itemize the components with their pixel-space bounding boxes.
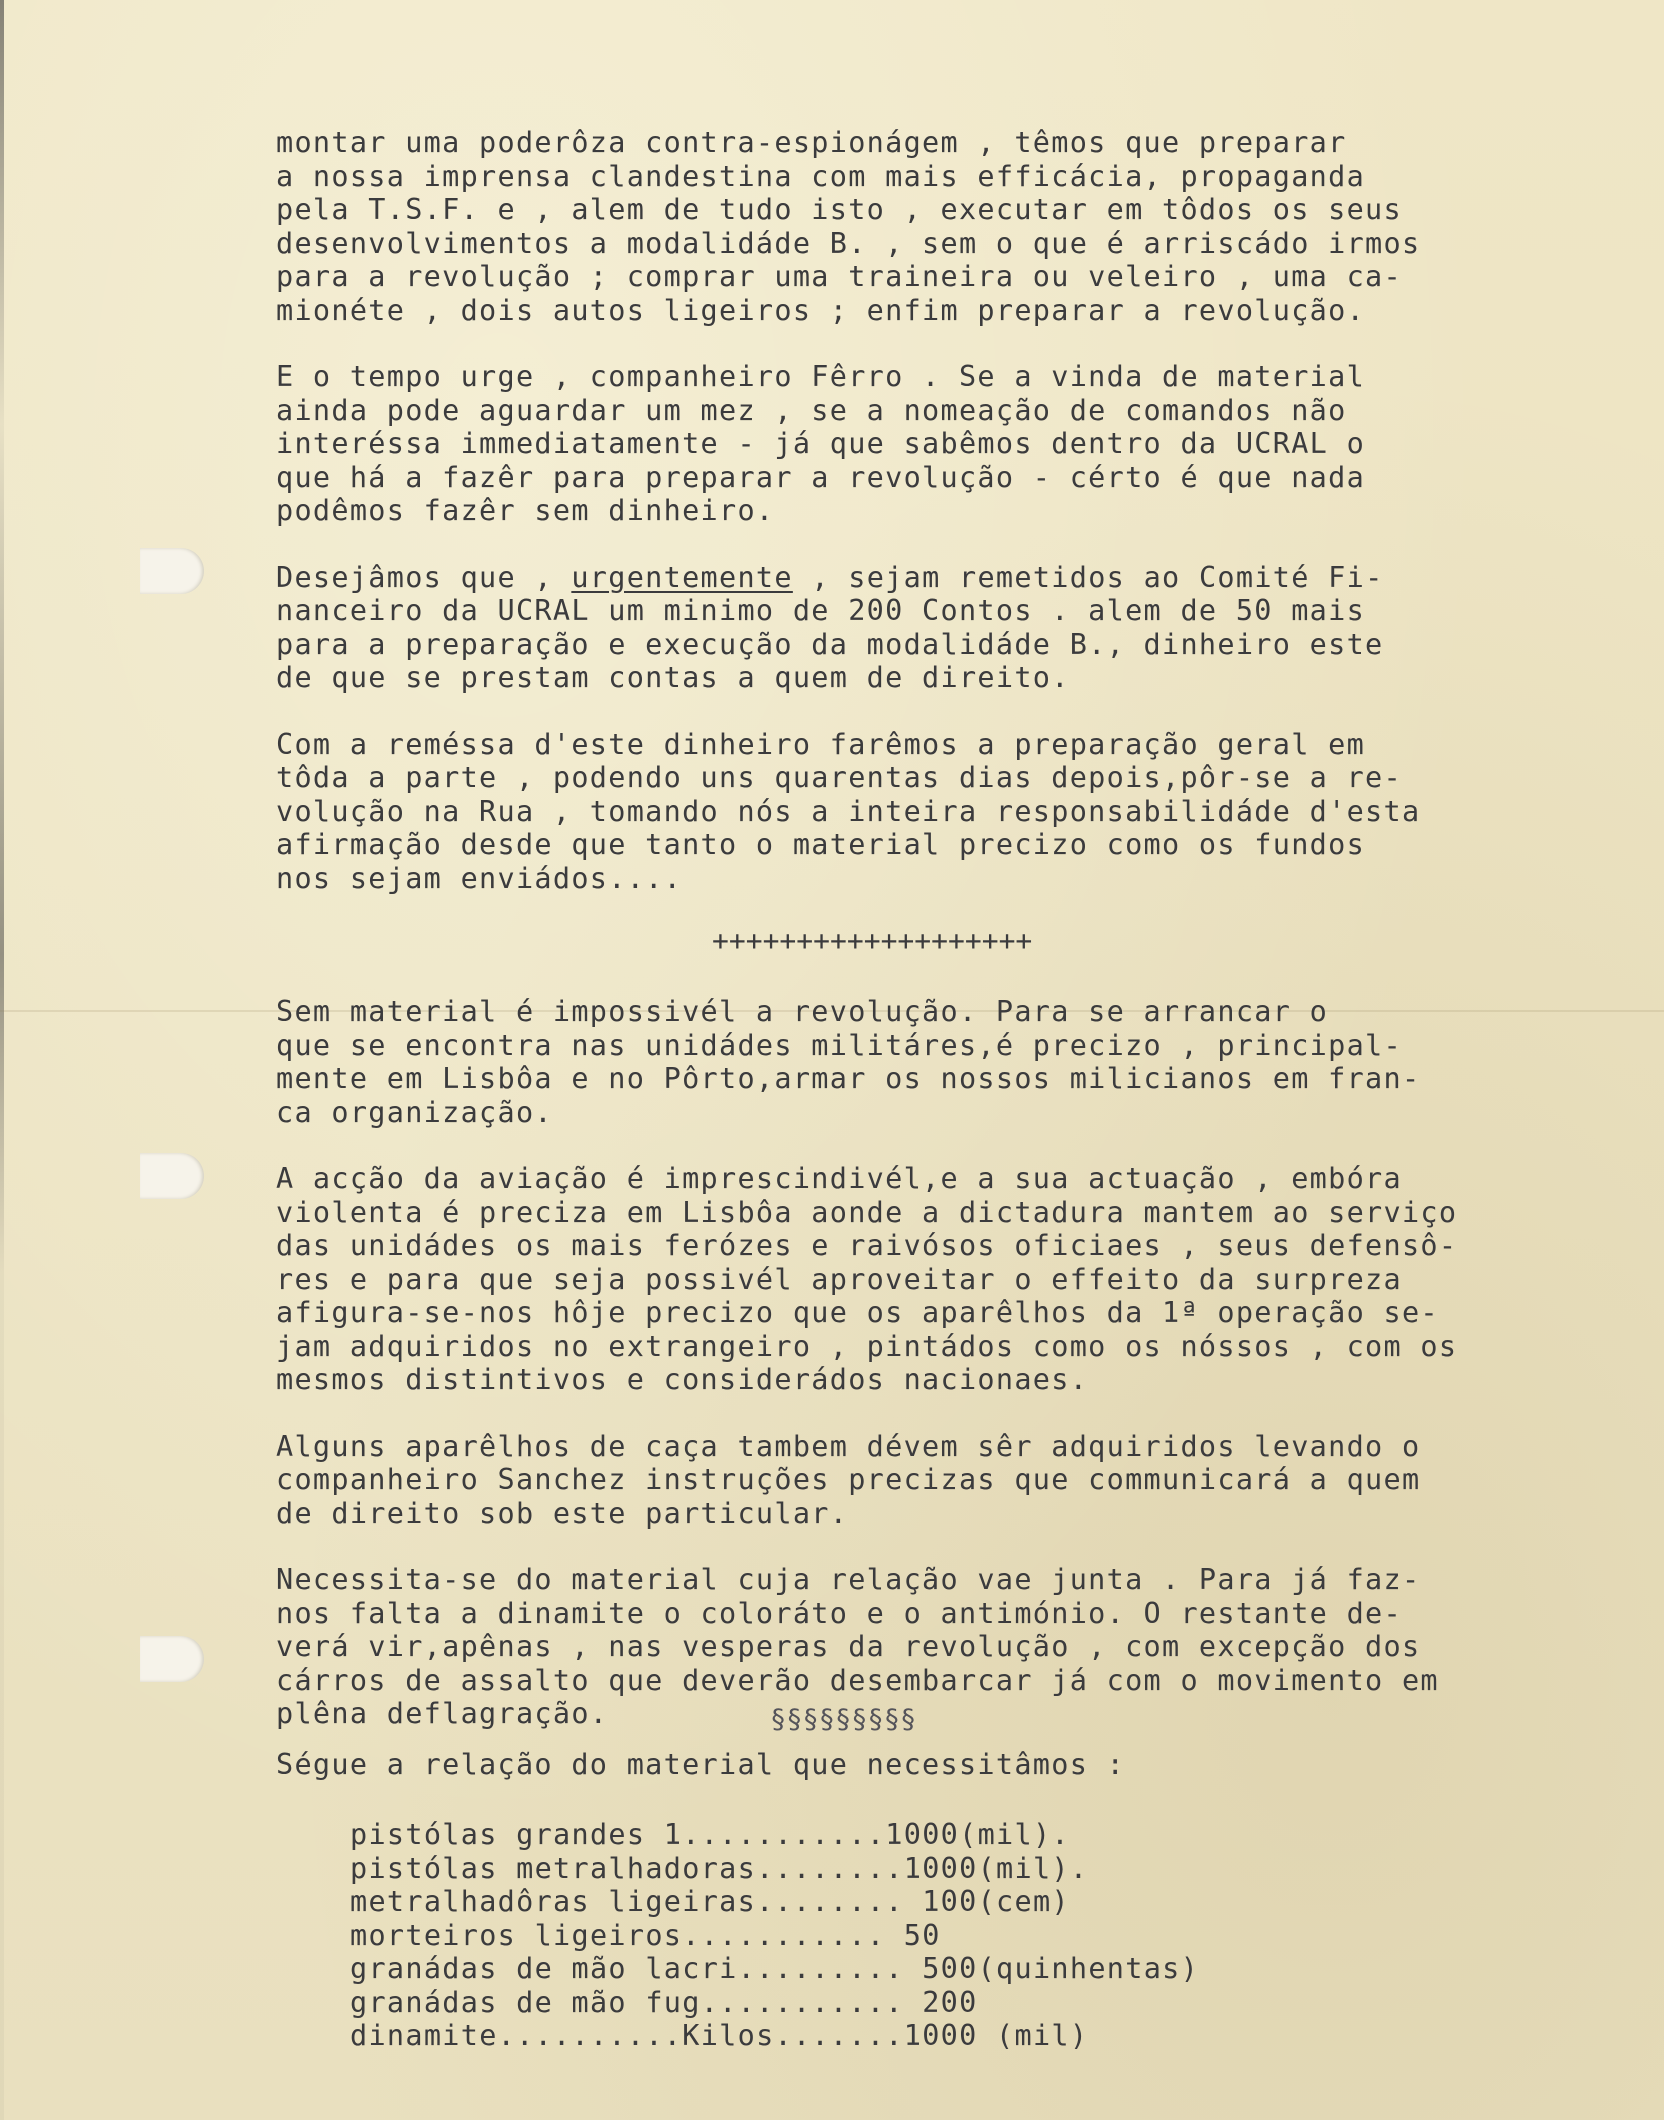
- punch-hole-top: [140, 548, 204, 594]
- paragraph-2: [276, 360, 1576, 528]
- list-item: pistólas metralhadoras........1000(mil).: [350, 1851, 1089, 1885]
- text-line: violenta é preciza em Lisbôa aonde a dictadura mantem ao serviço: [276, 1195, 1458, 1229]
- list-item: metralhadôras ligeiras........ 100(cem): [350, 1885, 1070, 1918]
- paragraph-9: [276, 1748, 1576, 1782]
- text-line: E o tempo urge , companheiro Fêrro . Se a vinda de material: [276, 360, 1366, 393]
- text-line: ca organização.: [276, 1095, 553, 1129]
- text-line: mionéte , dois autos ligeiros ; enfim preparar a revolução.: [276, 293, 1366, 327]
- paragraph-4: [276, 728, 1576, 896]
- text-line: companheiro Sanchez instruções precizas que communicará a quem: [276, 1463, 1421, 1496]
- list-item: granádas de mão lacri......... 500(quinhentas): [350, 1952, 1200, 1985]
- paragraph-5: [276, 995, 1576, 1129]
- list-item: morteiros ligeiros........... 50: [350, 1918, 941, 1952]
- text-line: nanceiro da UCRAL um minimo de 200 Contos . alem de 50 mais: [276, 594, 1366, 627]
- text-line: de que se prestam contas a quem de direito.: [276, 661, 1070, 694]
- text-line: interéssa immediatamente - já que sabêmos dentro da UCRAL o: [276, 427, 1366, 460]
- letter-body: [276, 126, 1576, 1814]
- text-line: que há a fazêr para preparar a revolução - cérto é que nada: [276, 460, 1366, 494]
- text-line: mesmos distintivos e considerádos nacionaes.: [276, 1363, 1089, 1396]
- text-line: das unidádes os mais ferózes e raivósos oficiaes , seus defensô-: [276, 1229, 1458, 1262]
- text-line: a nossa imprensa clandestina com mais efficácia, propaganda: [276, 159, 1366, 193]
- list-item: pistólas grandes 1...........1000(mil).: [350, 1818, 1070, 1851]
- paragraph-6: [276, 1162, 1576, 1397]
- text-line: podêmos fazêr sem dinheiro.: [276, 494, 775, 527]
- paragraph-1: [276, 126, 1576, 327]
- text-line: Ségue a relação do material que necessitâmos :: [276, 1747, 1126, 1781]
- text-line: para a revolução ; comprar uma traineira ou veleiro , uma ca-: [276, 260, 1402, 293]
- list-item: granádas de mão fug........... 200: [350, 1985, 978, 2019]
- paragraph-3: [276, 561, 1576, 695]
- text-line: tôda a parte , podendo uns quarentas dias depois,pôr-se a re-: [276, 761, 1402, 794]
- text-line: ainda pode aguardar um mez , se a nomeação de comandos não: [276, 393, 1347, 427]
- text-line: Desejâmos que , urgentemente , sejam remetidos ao Comité Fi-: [276, 560, 1384, 594]
- text-line: que se encontra nas unidádes militáres,é precizo , principal-: [276, 1028, 1402, 1062]
- left-edge-shadow: [0, 0, 4, 2120]
- plus-separator: +++++++++++++++++++: [712, 924, 1033, 957]
- text-line: plêna deflagração.: [276, 1697, 609, 1730]
- text-line: cárros de assalto que deverão desembarcar já com o movimento em: [276, 1663, 1439, 1697]
- section-separator: §§§§§§§§§: [770, 1704, 917, 1735]
- text-line: montar uma poderôza contra-espionágem , têmos que preparar: [276, 126, 1347, 159]
- paragraph-7: [276, 1430, 1576, 1531]
- text-line: Necessita-se do material cuja relação vae junta . Para já faz-: [276, 1563, 1421, 1596]
- text-line: jam adquiridos no extrangeiro , pintádos como os nóssos , com os: [276, 1329, 1458, 1363]
- text-line: Alguns aparêlhos de caça tambem dévem sêr adquiridos levando o: [276, 1429, 1421, 1463]
- paragraph-8: [276, 1563, 1576, 1731]
- text-line: res e para que seja possivél aproveitar o effeito da surpreza: [276, 1262, 1402, 1296]
- material-list: [350, 1818, 1199, 2053]
- text-line: de direito sob este particular.: [276, 1496, 849, 1530]
- list-item: dinamite..........Kilos.......1000 (mil): [350, 2019, 1089, 2052]
- text-line: A acção da aviação é imprescindivél,e a sua actuação , embóra: [276, 1162, 1402, 1195]
- text-line: Com a reméssa d'este dinheiro farêmos a preparação geral em: [276, 727, 1366, 761]
- underlined-word: urgentemente: [571, 560, 793, 594]
- text-line: nos falta a dinamite o coloráto e o antimónio. O restante de-: [276, 1596, 1402, 1630]
- text-line: nos sejam enviádos....: [276, 861, 683, 895]
- text-line: afirmação desde que tanto o material precizo como os fundos: [276, 828, 1366, 861]
- text-line: verá vir,apênas , nas vesperas da revolução , com excepção dos: [276, 1630, 1421, 1663]
- text-line: mente em Lisbôa e no Pôrto,armar os nossos milicianos em fran-: [276, 1062, 1421, 1095]
- text-line: para a preparação e execução da modalidáde B., dinheiro este: [276, 627, 1384, 661]
- text-line: desenvolvimentos a modalidáde B. , sem o que é arriscádo irmos: [276, 226, 1421, 260]
- text-line: afigura-se-nos hôje precizo que os aparêlhos da 1ª operação se-: [276, 1296, 1439, 1329]
- text-line: volução na Rua , tomando nós a inteira responsabilidáde d'esta: [276, 794, 1421, 828]
- punch-hole-bottom: [140, 1636, 204, 1682]
- punch-hole-middle: [140, 1153, 204, 1199]
- text-line: pela T.S.F. e , alem de tudo isto , executar em tôdos os seus: [276, 193, 1402, 226]
- text-line: Sem material é impossivél a revolução. Para se arrancar o: [276, 995, 1329, 1028]
